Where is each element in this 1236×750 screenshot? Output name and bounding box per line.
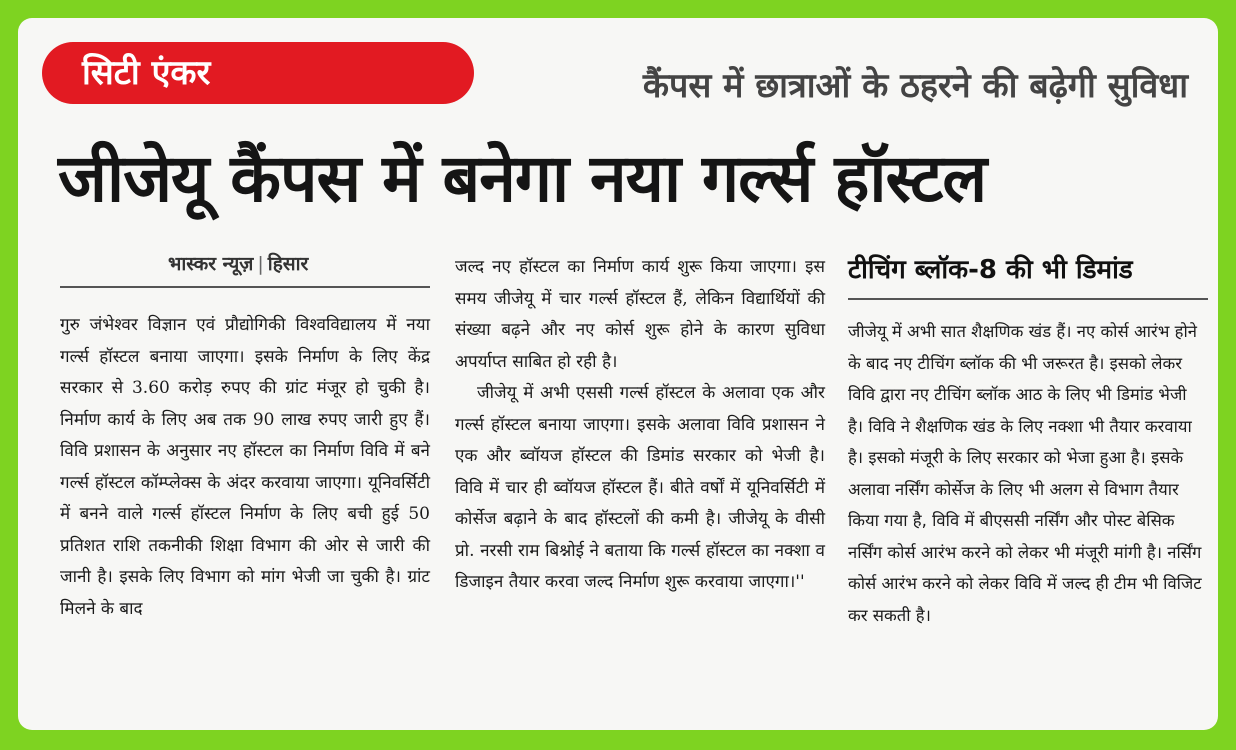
byline-rule — [60, 286, 430, 288]
byline — [168, 250, 308, 276]
main-headline: जीजेयू कैंपस में बनेगा नया गर्ल्स हॉस्टल — [58, 140, 987, 217]
article-column-3 — [848, 316, 1203, 631]
section-badge — [42, 42, 474, 104]
article-column-2 — [455, 252, 825, 599]
byline-source: भास्कर न्यूज़ — [168, 253, 254, 275]
news-clipping — [18, 18, 1218, 730]
paragraph: जल्द नए हॉस्टल का निर्माण कार्य शुरू किया जाएगा। इस समय जीजेयू में चार गर्ल्स हॉस्टल हैं, लेकिन विद्यार्थियों की संख्या बढ़ने और नए कोर्स शुरू होने के कारण सुविधा अपर्याप्त साबित हो रही है। — [455, 257, 825, 372]
paragraph: गुरु जंभेश्वर विज्ञान एवं प्रौद्योगिकी विश्वविद्यालय में नया गर्ल्स हॉस्टल बनाया जाएगा। इसके निर्माण के लिए केंद्र सरकार से 3.60 करोड़ रुपए की ग्रांट मंजूर हो चुकी है। निर्माण कार्य के लिए अब तक 90 लाख रुपए जारी हुए हैं। विवि प्रशासन के अनुसार नए हॉस्टल का निर्माण विवि में बने गर्ल्स हॉस्टल कॉम्प्लेक्स के अंदर करवाया जाएगा। यूनिवर्सिटी में बनने वाले गर्ल्स हॉस्टल निर्माण के लिए बची हुई 50 प्रतिशत राशि तकनीकी शिक्षा विभाग की ओर से जारी की जानी है। इसके लिए विभाग को मांग भेजी जा चुकी है। ग्रांट मिलने के बाद — [60, 315, 430, 619]
section-badge-label: सिटी एंकर — [82, 53, 211, 93]
byline-separator: | — [257, 253, 264, 275]
article-column-1 — [60, 310, 430, 625]
paragraph: जीजेयू में अभी एससी गर्ल्स हॉस्टल के अलावा एक और गर्ल्स हॉस्टल बनाया जाएगा। इसके अलावा विवि प्रशासन ने एक और ब्वॉयज हॉस्टल की डिमांड सरकार को भेजी है। विवि में चार ही ब्वॉयज हॉस्टल हैं। बीते वर्षों में यूनिवर्सिटी में कोर्सेज बढ़ाने के बाद हॉस्टलों की कमी है। जीजेयू के वीसी प्रो. नरसी राम बिश्नोई ने बताया कि गर्ल्स हॉस्टल का नक्शा व डिजाइन तैयार करवा जल्द निर्माण शुरू करवाया जाएगा।'' — [455, 383, 825, 592]
column-3-subheading: टीचिंग ब्लॉक-8 की भी डिमांड — [848, 255, 1133, 285]
byline-city: हिसार — [267, 253, 309, 275]
subhead-rule — [848, 298, 1208, 300]
kicker-headline: कैंपस में छात्राओं के ठहरने की बढ़ेगी सुविधा — [642, 66, 1188, 106]
paragraph: जीजेयू में अभी सात शैक्षणिक खंड हैं। नए कोर्स आरंभ होने के बाद नए टीचिंग ब्लॉक की भी जरूरत है। इसको लेकर विवि द्वारा नए टीचिंग ब्लॉक आठ के लिए भी डिमांड भेजी है। विवि ने शैक्षणिक खंड के लिए नक्शा भी तैयार करवाया है। इसको मंजूरी के लिए सरकार को भेजा हुआ है। इसके अलावा नर्सिंग कोर्सेज के लिए भी अलग से विभाग तैयार किया गया है, विवि में बीएससी नर्सिंग और पोस्ट बेसिक नर्सिंग कोर्स आरंभ करने को लेकर भी मंजूरी मांगी है। नर्सिंग कोर्स आरंभ करने को लेकर विवि में जल्द ही टीम भी विजिट कर सकती है। — [848, 322, 1202, 625]
